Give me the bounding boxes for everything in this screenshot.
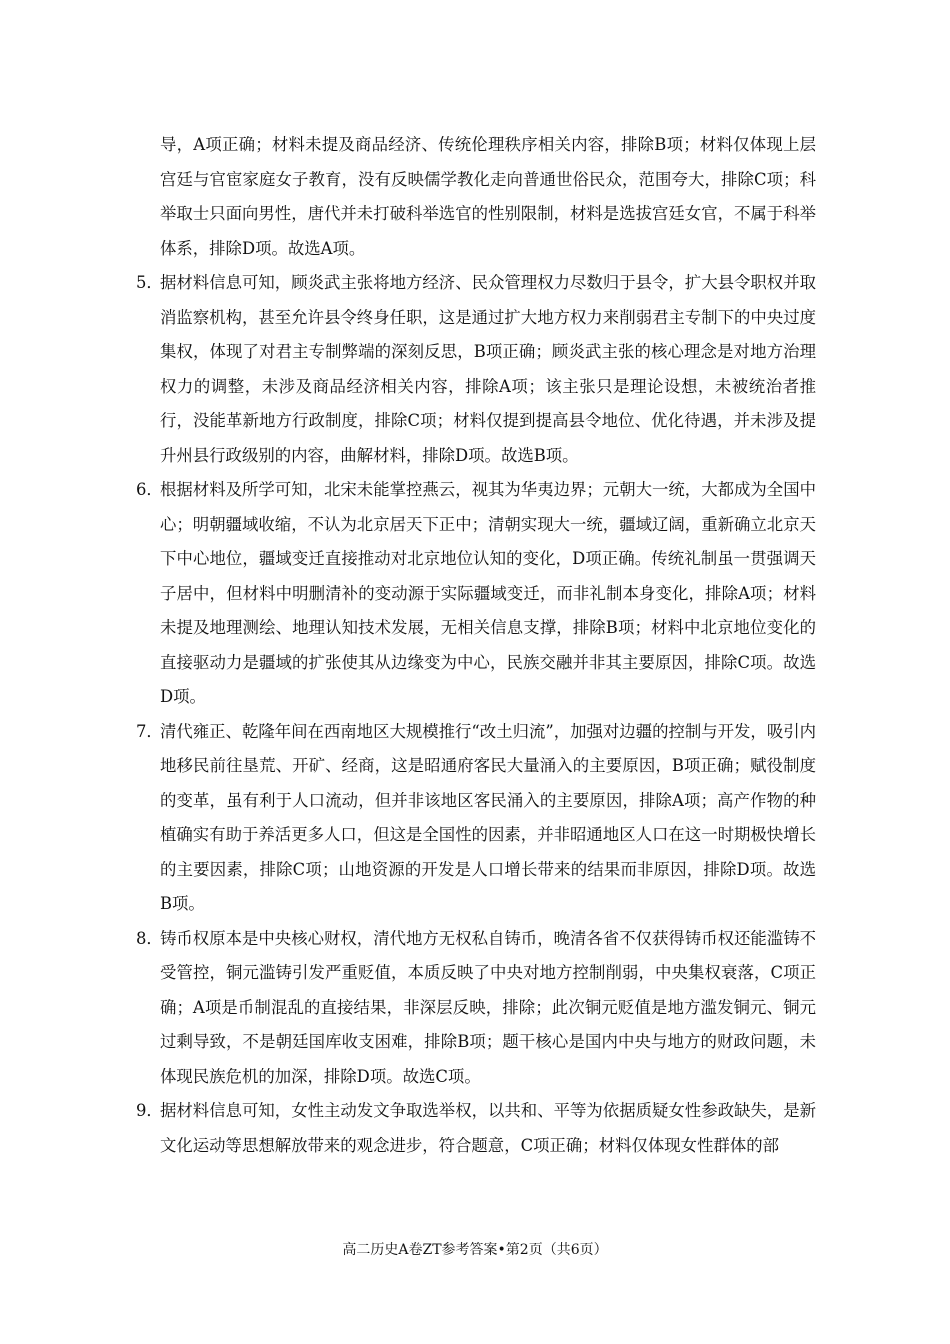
answer-item-7 xyxy=(136,715,816,922)
answer-item-6 xyxy=(136,473,816,715)
item-text: 据材料信息可知，顾炎武主张将地方经济、民众管理权力尽数归于县令，扩大县令职权并取消监察机构，甚至允许县令终身任职，这是通过扩大地方权力来削弱君主专制下的中央过度集权，体现了对君主专制弊端的深刻反思，B项正确；顾炎武主张的核心理念是对地方治理权力的调整，未涉及商品经济相关内容，排除A项；该主张只是理论设想，未被统治者推行，没能革新地方行政制度，排除C项；材料仅提到提高县令地位、优化待遇，并未涉及提升州县行政级别的内容，曲解材料，排除D项。故选B项。 xyxy=(160,273,816,465)
item-number: 7． xyxy=(136,721,163,741)
item-text: 根据材料及所学可知，北宋未能掌控燕云，视其为华夷边界；元朝大一统，大都成为全国中心；明朝疆域收缩，不认为北京居天下正中；清朝实现大一统，疆域辽阔，重新确立北京天下中心地位，疆域变迁直接推动对北京地位认知的变化，D项正确。传统礼制虽一贯强调天子居中，但材料中明删清补的变动源于实际疆域变迁，而非礼制本身变化，排除A项；材料未提及地理测绘、地理认知技术发展，无相关信息支撑，排除B项；材料中北京地位变化的直接驱动力是疆域的扩张使其从边缘变为中心，民族交融并非其主要原因，排除C项。故选D项。 xyxy=(160,480,816,706)
answer-item-9 xyxy=(136,1094,816,1163)
page-footer: 高二历史A卷ZT参考答案•第2页（共6页） xyxy=(342,1242,608,1258)
answer-item-5 xyxy=(136,266,816,473)
item-number: 8． xyxy=(136,928,163,948)
answer-content xyxy=(136,128,816,1163)
item-number: 6． xyxy=(136,480,163,499)
item-text: 据材料信息可知，女性主动发文争取选举权，以共和、平等为依据质疑女性参政缺失，是新文化运动等思想解放带来的观念进步，符合题意，C项正确；材料仅体现女性群体的部 xyxy=(160,1101,816,1155)
item-number: 9． xyxy=(136,1101,163,1120)
item-text: 清代雍正、乾隆年间在西南地区大规模推行“改土归流”，加强对边疆的控制与开发，吸引内地移民前往垦荒、开矿、经商，这是昭通府客民大量涌入的主要原因，B项正确；赋役制度的变革，虽有利于人口流动，但并非该地区客民涌入的主要原因，排除A项；高产作物的种植确实有助于养活更多人口，但这是全国性的因素，并非昭通地区人口在这一时期极快增长的主要因素，排除C项；山地资源的开发是人口增长带来的结果而非原因，排除D项。故选B项。 xyxy=(160,721,816,913)
item-number: 5． xyxy=(136,273,163,292)
answer-4-continuation: 导，A项正确；材料未提及商品经济、传统伦理秩序相关内容，排除B项；材料仅体现上层宫廷与官宦家庭女子教育，没有反映儒学教化走向普通世俗民众，范围夸大，排除C项；科举取士只面向男性，唐代并未打破科举选官的性别限制，材料是选拔宫廷女官，不属于科举体系，排除D项。故选A项。 xyxy=(160,135,816,258)
answer-item-8 xyxy=(136,922,816,1095)
item-text: 铸币权原本是中央核心财权，清代地方无权私自铸币，晚清各省不仅获得铸币权还能滥铸不受管控，铜元滥铸引发严重贬值，本质反映了中央对地方控制削弱，中央集权衰落，C项正确；A项是币制混乱的直接结果，非深层反映，排除；此次铜元贬值是地方滥发铜元、铜元过剩导致，不是朝廷国库收支困难，排除B项；题干核心是国内中央与地方的财政问题，未体现民族危机的加深，排除D项。故选C项。 xyxy=(160,928,816,1086)
